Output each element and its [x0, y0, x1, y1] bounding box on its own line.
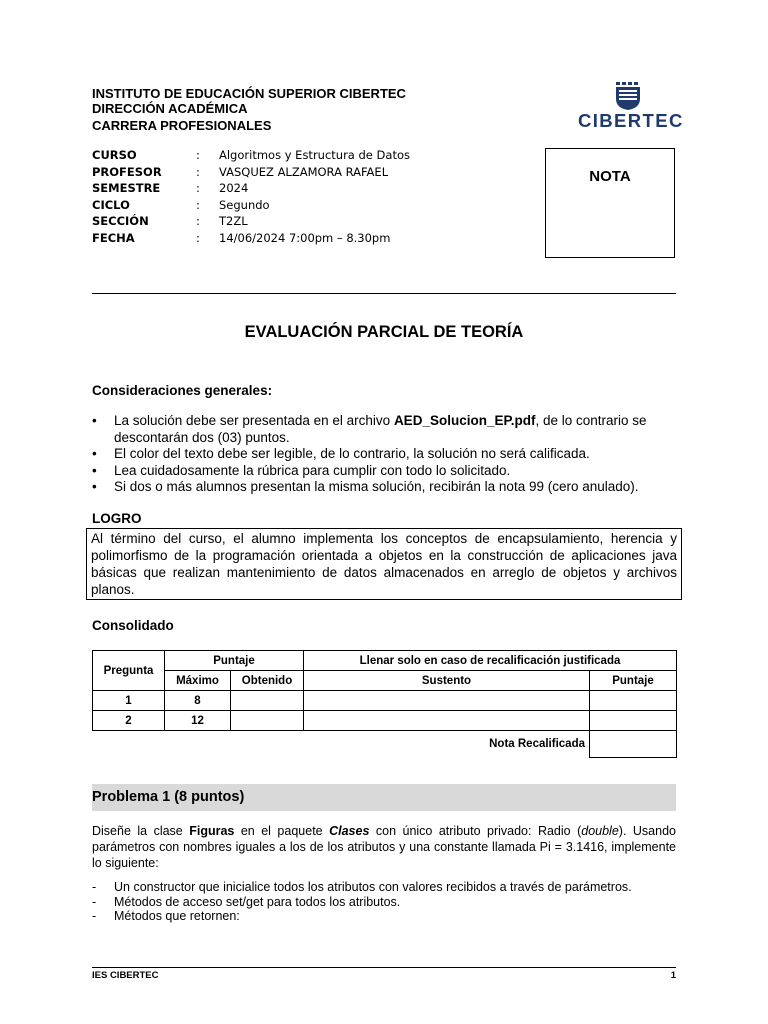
- problem-1-banner: [92, 784, 676, 811]
- nota-recalificada-cell[interactable]: [590, 731, 677, 758]
- info-value: Segundo: [219, 197, 270, 212]
- problem-1-statement: [92, 823, 676, 871]
- shield-icon: [578, 82, 678, 110]
- cell-sustento[interactable]: [304, 691, 590, 711]
- cell-obtenido[interactable]: [231, 711, 304, 731]
- cell-puntaje[interactable]: [590, 691, 677, 711]
- grade-box[interactable]: [545, 148, 675, 258]
- logro-box: Al término del curso, el alumno implementa los conceptos de encapsulamiento, herencia y polimorfismo de la programación orientada a objetos en la construcción de aplicaciones java básicas que realizan mantenimiento de datos almacenados en arreglo de objetos y archivos planos.: [86, 528, 682, 600]
- list-item: [92, 895, 676, 910]
- problem-1-heading: Problema 1 (8 puntos): [92, 789, 245, 805]
- table-footer-row: [93, 731, 677, 758]
- logo-wordmark: CIBERTEC: [578, 110, 684, 131]
- cell-maximo: 8: [165, 691, 231, 711]
- info-colon: :: [196, 164, 200, 179]
- dash-marker: -: [92, 894, 97, 909]
- list-item: [92, 446, 680, 463]
- list-item: [92, 463, 680, 480]
- info-value: 2024: [219, 181, 249, 195]
- bullet-icon: •: [92, 479, 97, 494]
- consolidado-table: [92, 650, 677, 758]
- career-name: CARRERA PROFESIONALES: [92, 118, 272, 133]
- info-value: T2ZL: [219, 214, 248, 228]
- cell-maximo: 12: [165, 711, 231, 731]
- page-number: 1: [670, 970, 676, 981]
- consolidado-heading: Consolidado: [92, 618, 174, 633]
- table-row: [93, 691, 677, 711]
- bullet-text: Si dos o más alumnos presentan la misma solución, recibirán la nota 99 (cero anulado).: [114, 479, 639, 494]
- table-header-row: [93, 651, 677, 671]
- cell-pregunta: 1: [93, 691, 165, 711]
- header-maximo: Máximo: [165, 671, 231, 691]
- logro-heading: LOGRO: [92, 511, 142, 526]
- list-item: [92, 413, 680, 446]
- header-pregunta: Pregunta: [93, 651, 165, 691]
- dash-marker: -: [92, 909, 97, 923]
- info-label: PROFESOR: [92, 164, 162, 179]
- requirement-text: Un constructor que inicialice todos los atributos con valores recibidos a través de parámetros.: [114, 880, 632, 894]
- class-name: Figuras: [189, 824, 235, 838]
- cibertec-logo: [578, 82, 684, 132]
- info-label: SEMESTRE: [92, 181, 161, 195]
- bullet-icon: •: [92, 462, 97, 478]
- header-divider: [92, 293, 676, 294]
- bullet-text: Lea cuidadosamente la rúbrica para cumplir con todo lo solicitado.: [114, 462, 511, 478]
- grade-label: NOTA: [589, 168, 631, 185]
- header-obtenido: Obtenido: [231, 671, 304, 691]
- statement-text: con único atributo privado: Radio (: [369, 824, 582, 838]
- bullet-icon: •: [92, 446, 97, 461]
- info-colon: :: [196, 181, 200, 195]
- cell-obtenido[interactable]: [231, 691, 304, 711]
- header-recalificacion: Llenar solo en caso de recalificación justificada: [304, 651, 677, 671]
- bullet-icon: •: [92, 413, 97, 428]
- header-puntaje: Puntaje: [165, 651, 304, 671]
- info-label: CURSO: [92, 148, 137, 162]
- info-colon: :: [196, 230, 200, 245]
- cell-pregunta: 2: [93, 711, 165, 731]
- statement-text: Diseñe la clase: [92, 824, 190, 838]
- statement-text: en el paquete: [234, 824, 330, 838]
- footer-divider: [92, 967, 676, 968]
- info-label: FECHA: [92, 230, 135, 245]
- dash-marker: -: [92, 880, 97, 894]
- considerations-heading: Consideraciones generales:: [92, 383, 273, 398]
- bullet-text: La solución debe ser presentada en el archivo: [114, 413, 394, 428]
- info-colon: :: [196, 197, 200, 212]
- considerations-list: [92, 413, 680, 496]
- package-name: Clases: [329, 824, 370, 838]
- table-row: [93, 711, 677, 731]
- page-title: EVALUACIÓN PARCIAL DE TEORÍA: [244, 323, 524, 341]
- footer-institution: IES CIBERTEC: [92, 970, 159, 981]
- requirement-text: Métodos que retornen:: [114, 909, 240, 923]
- info-colon: :: [196, 214, 200, 228]
- info-value: 14/06/2024 7:00pm – 8.30pm: [219, 230, 391, 245]
- bullet-text: El color del texto debe ser legible, de lo contrario, la solución no será calificada.: [114, 446, 590, 461]
- nota-recalificada-label: Nota Recalificada: [489, 738, 585, 750]
- academic-direction: DIRECCIÓN ACADÉMICA: [92, 101, 248, 116]
- info-label: CICLO: [92, 197, 130, 212]
- info-label: SECCIÓN: [92, 214, 149, 228]
- info-value: VASQUEZ ALZAMORA RAFAEL: [219, 164, 389, 179]
- list-item: [92, 880, 676, 895]
- info-colon: :: [196, 148, 200, 162]
- table-subheader-row: [93, 671, 677, 691]
- requirement-text: Métodos de acceso set/get para todos los atributos.: [114, 894, 401, 909]
- file-name: AED_Solucion_EP.pdf: [393, 413, 536, 428]
- type-name: double: [581, 824, 619, 838]
- header-sustento: Sustento: [304, 671, 590, 691]
- statement-text: ). Usando parámetros con nombres iguales a los de los atributos y una constante llamada Pi = 3.1416, implemente lo siguiente:: [92, 824, 676, 870]
- cell-sustento[interactable]: [304, 711, 590, 731]
- problem-1-requirements: [92, 880, 676, 924]
- cell-puntaje[interactable]: [590, 711, 677, 731]
- header-puntaje-recal: Puntaje: [590, 671, 677, 691]
- bullet-text: , de lo contrario se descontarán dos (03) puntos.: [114, 413, 647, 445]
- institute-name: INSTITUTO DE EDUCACIÓN SUPERIOR CIBERTEC: [92, 86, 406, 101]
- list-item: [92, 909, 676, 924]
- info-value: Algoritmos y Estructura de Datos: [219, 148, 410, 162]
- list-item: [92, 479, 680, 496]
